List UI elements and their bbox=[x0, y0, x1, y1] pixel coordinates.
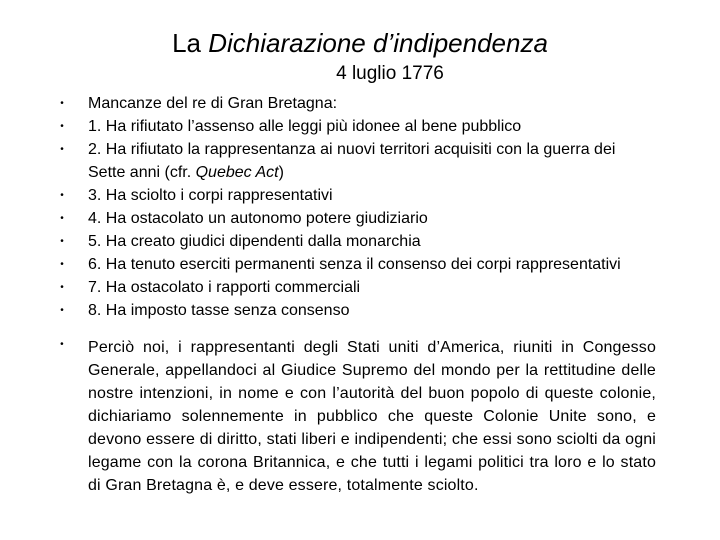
list-item-suffix: ) bbox=[278, 164, 284, 181]
title-italic: Dichiarazione d’indipendenza bbox=[208, 28, 548, 58]
list-item-text: 2. Ha rifiutato la rappresentanza ai nuovi territori acquisiti con la guerra dei Sette anni (cfr. bbox=[88, 141, 616, 181]
list-item bbox=[56, 138, 656, 184]
list-item-text: 8. Ha imposto tasse senza consenso bbox=[88, 302, 350, 319]
list-item-text: 3. Ha sciolto i corpi rappresentativi bbox=[88, 187, 333, 204]
bullet-icon: • bbox=[60, 98, 64, 109]
declaration-paragraph bbox=[56, 336, 656, 497]
list-item bbox=[56, 253, 656, 276]
title-prefix: La bbox=[172, 28, 209, 58]
list-item bbox=[56, 276, 656, 299]
list-item bbox=[56, 299, 656, 322]
bullet-icon: • bbox=[60, 213, 64, 224]
list-item-text: 5. Ha creato giudici dipendenti dalla monarchia bbox=[88, 233, 421, 250]
bullet-icon: • bbox=[60, 236, 64, 247]
list-item-italic: Quebec Act bbox=[195, 164, 279, 181]
list-item bbox=[56, 207, 656, 230]
bullet-icon: • bbox=[60, 282, 64, 293]
list-item bbox=[56, 92, 656, 115]
bullet-icon: • bbox=[60, 305, 64, 316]
list-item bbox=[56, 115, 656, 138]
bullet-icon: • bbox=[60, 144, 64, 155]
list-item-text: 6. Ha tenuto eserciti permanenti senza il consenso dei corpi rappresentativi bbox=[88, 256, 621, 273]
bullet-icon: • bbox=[60, 190, 64, 201]
list-item-text: 1. Ha rifiutato l’assenso alle leggi più idonee al bene pubblico bbox=[88, 118, 522, 135]
list-item-text: Mancanze del re di Gran Bretagna: bbox=[88, 95, 338, 112]
grievances-list bbox=[56, 92, 656, 497]
list-spacer bbox=[56, 322, 656, 336]
list-item-text: 4. Ha ostacolato un autonomo potere giudiziario bbox=[88, 210, 428, 227]
paragraph-text: Perciò noi, i rappresentanti degli Stati uniti d’America, riuniti in Congesso Generale, appellandoci al Giudice Supremo del mondo per la rettitudine delle nostre intenzioni, in nome e con l’autorità del buon popolo di queste colonie, dichiariamo solennemente in pubblico che queste Colonie Unite sono, e devono essere di diritto, stati liberi e indipendenti; che essi sono sciolti da ogni legame con la corona Britannica, e che tutti i legami politici tra loro e lo stato di Gran Bretagna è, e deve essere, totalmente sciolto. bbox=[88, 339, 656, 494]
bullet-icon: • bbox=[60, 339, 64, 350]
list-item-text: 7. Ha ostacolato i rapporti commerciali bbox=[88, 279, 361, 296]
bullet-icon: • bbox=[60, 259, 64, 270]
list-item bbox=[56, 230, 656, 253]
slide-title bbox=[0, 28, 720, 58]
bullet-icon: • bbox=[60, 121, 64, 132]
list-item bbox=[56, 184, 656, 207]
slide-subtitle: 4 luglio 1776 bbox=[336, 63, 444, 84]
